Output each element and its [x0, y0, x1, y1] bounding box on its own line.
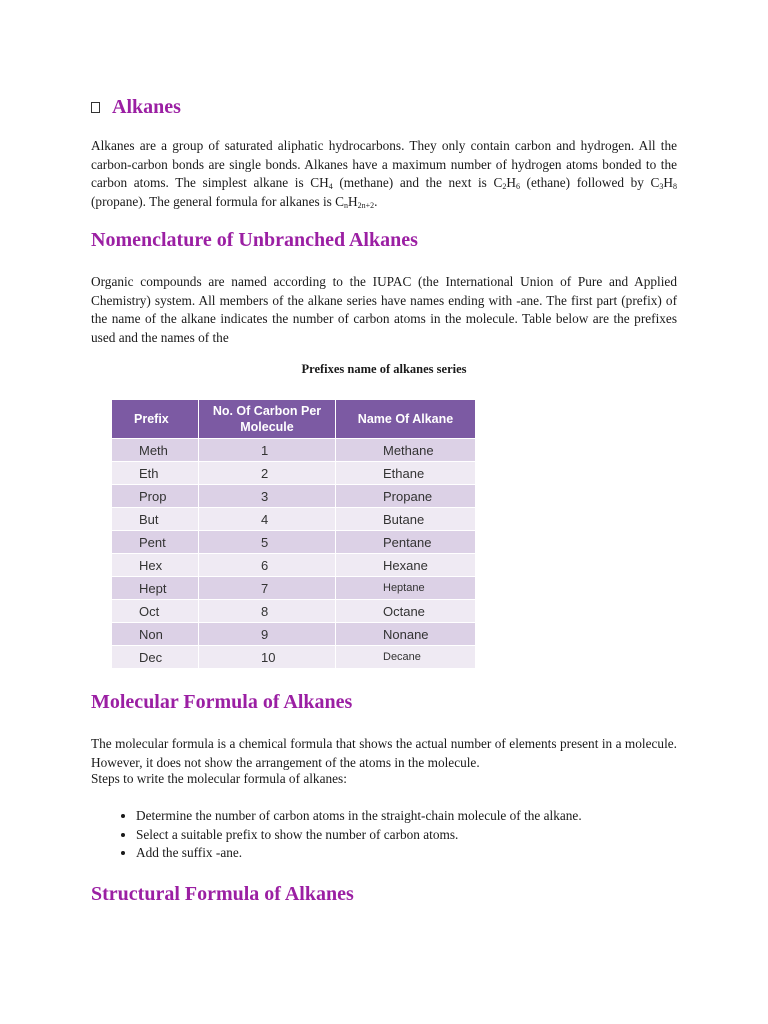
alkanes-heading-text: Alkanes	[112, 96, 181, 118]
alkane-name-cell: Methane	[336, 439, 476, 462]
table-row	[112, 462, 476, 485]
alkane-prefix-table	[111, 399, 476, 669]
prefix-cell: Oct	[112, 600, 199, 623]
list-item: • Determine the number of carbon atoms in the straight-chain molecule of the alkane.	[136, 807, 582, 826]
table-row	[112, 508, 476, 531]
table-caption: Prefixes name of alkanes series	[301, 362, 467, 376]
table-row	[112, 600, 476, 623]
table-row	[112, 485, 476, 508]
table-row	[112, 439, 476, 462]
intro-text-4: (ethane) followed by C	[519, 175, 660, 191]
carbon-count-cell: 2	[199, 462, 336, 485]
alkane-name-cell: Hexane	[336, 554, 476, 577]
molecular-steps-intro: Steps to write the molecular formula of alkanes:	[91, 771, 347, 786]
steps-list	[91, 807, 582, 863]
intro-sub-3: 6	[515, 182, 520, 192]
intro-text-8: .	[374, 193, 378, 209]
checkbox-bullet-icon	[91, 102, 100, 113]
intro-sub-1: 4	[328, 182, 333, 192]
intro-text-1: Alkanes are a group of saturated aliphatic hydrocarbons. They only contain carbon and hydrogen. All the carbon-carbon bonds are single bonds. Alkanes have a maximum number of hydrogen atoms bonded to the carbon atoms. The simplest alkane is CH	[91, 138, 677, 191]
table-header-name: Name Of Alkane	[336, 400, 476, 439]
prefix-cell: Pent	[112, 531, 199, 554]
carbon-count-cell: 3	[199, 485, 336, 508]
prefix-cell: Prop	[112, 485, 199, 508]
prefix-cell: Eth	[112, 462, 199, 485]
intro-text-7: H	[348, 193, 358, 209]
alkane-name-cell: Ethane	[336, 462, 476, 485]
intro-sub-2: 2	[502, 182, 507, 192]
intro-sub-6: n	[344, 200, 349, 210]
carbon-count-cell: 10	[199, 646, 336, 669]
intro-text-6: (propane). The general formula for alkanes is C	[91, 193, 345, 209]
nomenclature-heading: Nomenclature of Unbranched Alkanes	[91, 229, 418, 251]
prefix-cell: Hex	[112, 554, 199, 577]
intro-text-2: (methane) and the next is C	[332, 175, 503, 191]
alkanes-heading	[91, 96, 181, 119]
intro-text-3: H	[506, 175, 516, 191]
prefix-cell: Dec	[112, 646, 199, 669]
table-header-row	[112, 400, 476, 439]
table-row	[112, 554, 476, 577]
structural-formula-heading: Structural Formula of Alkanes	[91, 883, 354, 905]
table-row	[112, 646, 476, 669]
alkanes-intro-paragraph	[91, 137, 677, 211]
prefix-cell: But	[112, 508, 199, 531]
alkane-name-cell: Heptane	[336, 577, 476, 600]
table-row	[112, 623, 476, 646]
carbon-count-cell: 9	[199, 623, 336, 646]
alkane-name-cell: Nonane	[336, 623, 476, 646]
alkane-name-cell: Butane	[336, 508, 476, 531]
molecular-formula-heading: Molecular Formula of Alkanes	[91, 691, 353, 713]
alkane-name-cell: Pentane	[336, 531, 476, 554]
table-row	[112, 577, 476, 600]
carbon-count-cell: 5	[199, 531, 336, 554]
prefix-cell: Hept	[112, 577, 199, 600]
alkane-name-cell: Decane	[336, 646, 476, 669]
table-header-prefix: Prefix	[112, 400, 199, 439]
intro-sub-4: 3	[659, 182, 664, 192]
table-row	[112, 531, 476, 554]
carbon-count-cell: 8	[199, 600, 336, 623]
alkane-name-cell: Octane	[336, 600, 476, 623]
carbon-count-cell: 6	[199, 554, 336, 577]
intro-sub-5: 8	[672, 182, 677, 192]
list-item: • Add the suffix -ane.	[136, 844, 582, 863]
carbon-count-cell: 4	[199, 508, 336, 531]
nomenclature-paragraph: Organic compounds are named according to the IUPAC (the International Union of Pure and Applied Chemistry) system. All members of the alkane series have names ending with -ane. The first part (prefix) of the name of the alkane indicates the number of carbon atoms in the molecule. Table below are the prefixes used and the names of the	[91, 274, 677, 345]
alkane-name-cell: Propane	[336, 485, 476, 508]
molecular-formula-paragraph: The molecular formula is a chemical formula that shows the actual number of elements present in a molecule. However, it does not show the arrangement of the atoms in the molecule.	[91, 736, 677, 770]
prefix-cell: Non	[112, 623, 199, 646]
intro-sub-7: 2n+2	[357, 200, 375, 210]
carbon-count-cell: 7	[199, 577, 336, 600]
carbon-count-cell: 1	[199, 439, 336, 462]
intro-text-5: H	[663, 175, 673, 191]
prefix-cell: Meth	[112, 439, 199, 462]
table-header-carbon: No. Of Carbon Per Molecule	[199, 400, 336, 439]
list-item: • Select a suitable prefix to show the number of carbon atoms.	[136, 826, 582, 845]
